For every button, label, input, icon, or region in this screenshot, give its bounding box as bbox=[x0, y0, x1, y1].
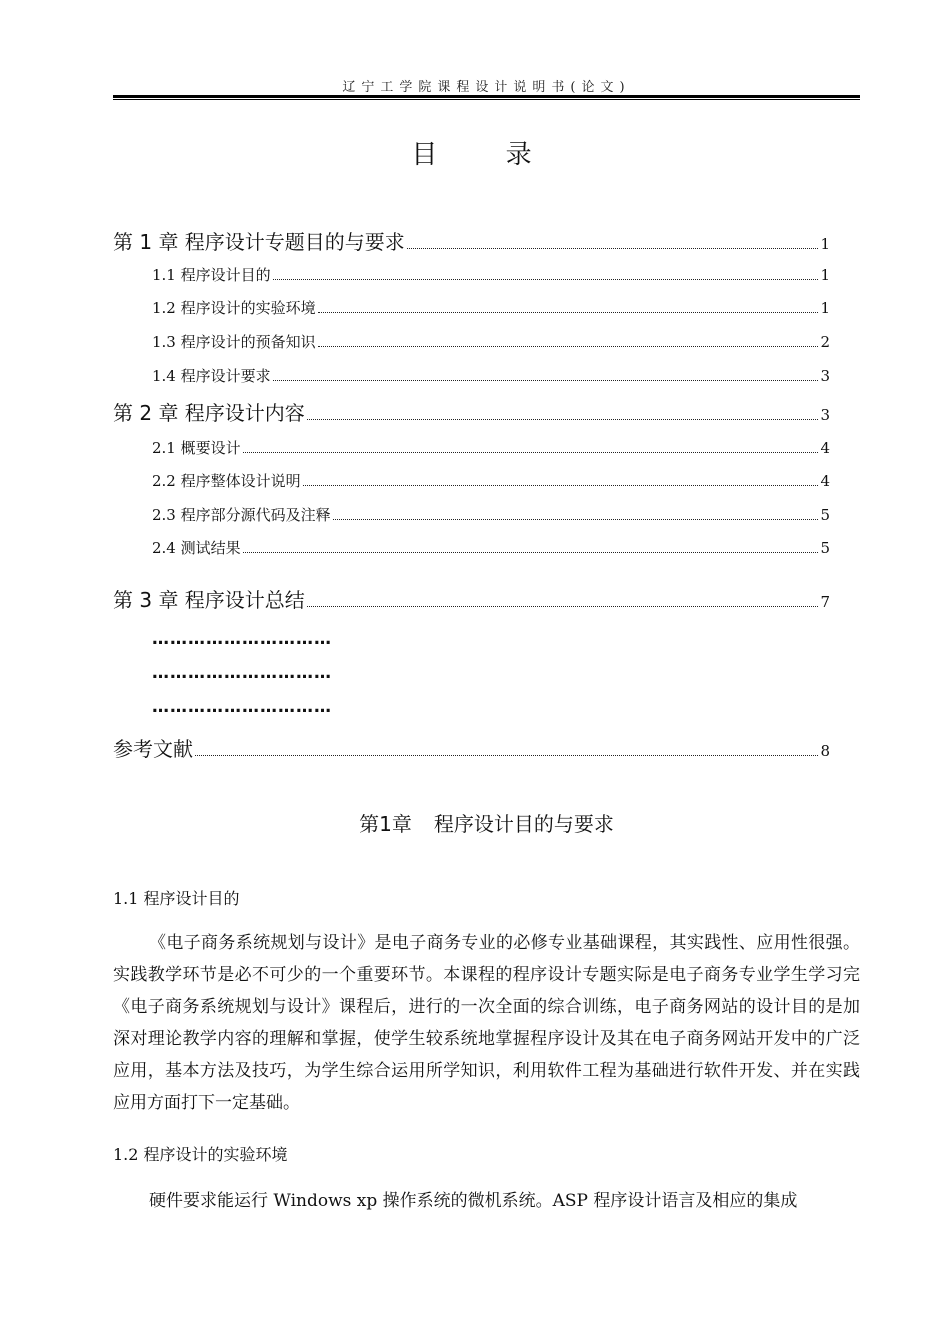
toc-leader-dots bbox=[243, 552, 819, 553]
chapter-number: 第1章 bbox=[359, 812, 412, 836]
toc-leader-dots bbox=[318, 312, 819, 313]
toc-leader-dots bbox=[318, 346, 819, 347]
toc-entry-section-1-2[interactable] bbox=[152, 297, 830, 318]
toc-leader-dots bbox=[273, 279, 819, 280]
toc-entry-label: 1.1 程序设计目的 bbox=[152, 266, 271, 284]
toc-entry-label: 第 1 章 程序设计专题目的与要求 bbox=[113, 230, 405, 254]
toc-entry-label: 1.4 程序设计要求 bbox=[152, 367, 271, 385]
toc-entry-page: 1 bbox=[820, 299, 830, 317]
toc-leader-dots bbox=[307, 419, 819, 420]
toc-leader-dots bbox=[243, 452, 819, 453]
toc-entry-page: 3 bbox=[820, 406, 830, 424]
toc-entry-label: 第 2 章 程序设计内容 bbox=[113, 401, 305, 425]
toc-entry-page: 1 bbox=[820, 266, 830, 284]
toc-entry-page: 3 bbox=[820, 367, 830, 385]
chapter-title: 程序设计目的与要求 bbox=[433, 812, 614, 836]
toc-entry-page: 2 bbox=[820, 333, 830, 351]
section-1-1-heading: 1.1 程序设计目的 bbox=[113, 889, 240, 908]
toc-entry-section-2-4[interactable] bbox=[152, 537, 830, 558]
toc-entry-section-1-1[interactable] bbox=[152, 264, 830, 285]
toc-entry-label: 参考文献 bbox=[113, 737, 193, 761]
toc-ellipsis-line: ………………………… bbox=[152, 663, 332, 683]
toc-entry-section-1-4[interactable] bbox=[152, 365, 830, 386]
toc-entry-label: 2.3 程序部分源代码及注释 bbox=[152, 506, 331, 524]
toc-entry-label: 1.3 程序设计的预备知识 bbox=[152, 333, 316, 351]
section-1-2-heading: 1.2 程序设计的实验环境 bbox=[113, 1145, 288, 1164]
toc-entry-label: 2.1 概要设计 bbox=[152, 439, 241, 457]
page-header-title: 辽宁工学院课程设计说明书(论文) bbox=[342, 80, 631, 95]
toc-entry-page: 7 bbox=[820, 593, 830, 611]
chapter-1-heading bbox=[113, 808, 860, 837]
toc-entry-section-2-1[interactable] bbox=[152, 437, 830, 458]
paragraph-1: 《电子商务系统规划与设计》是电子商务专业的必修专业基础课程，其实践性、应用性很强。实践教学环节是必不可少的一个重要环节。本课程的程序设计专题实际是电子商务专业学生学习完《电子商务系统规划与设计》课程后，进行的一次全面的综合训练，电子商务网站的设计目的是加深对理论教学内容的理解和掌握，使学生较系统地掌握程序设计及其在电子商务网站开发中的广泛应用，基本方法及技巧，为学生综合运用所学知识，利用软件工程为基础进行软件开发、并在实践应用方面打下一定基础。 bbox=[113, 933, 860, 1113]
header-rule-thick bbox=[113, 95, 860, 98]
toc-entry-label: 第 3 章 程序设计总结 bbox=[113, 588, 305, 612]
toc-entry-chapter-1[interactable] bbox=[113, 226, 830, 255]
toc-entry-chapter-2[interactable] bbox=[113, 397, 830, 426]
toc-entry-page: 4 bbox=[820, 439, 830, 457]
toc-leader-dots bbox=[333, 519, 819, 520]
toc-title: 目 录 bbox=[411, 140, 562, 170]
toc-entry-chapter-3[interactable] bbox=[113, 584, 830, 613]
toc-entry-label: 2.2 程序整体设计说明 bbox=[152, 472, 301, 490]
toc-entry-section-2-2[interactable] bbox=[152, 470, 830, 491]
header-rule-thin bbox=[113, 99, 860, 100]
toc-entry-label: 2.4 测试结果 bbox=[152, 539, 241, 557]
toc-entry-references[interactable] bbox=[113, 733, 830, 762]
toc-leader-dots bbox=[303, 485, 819, 486]
toc-leader-dots bbox=[307, 606, 819, 607]
toc-leader-dots bbox=[407, 248, 819, 249]
toc-entry-page: 1 bbox=[820, 235, 830, 253]
toc-entry-section-2-3[interactable] bbox=[152, 504, 830, 525]
toc-entry-page: 8 bbox=[820, 742, 830, 760]
toc-entry-page: 4 bbox=[820, 472, 830, 490]
toc-entry-page: 5 bbox=[820, 539, 830, 557]
toc-entry-section-1-3[interactable] bbox=[152, 331, 830, 352]
toc-entry-label: 1.2 程序设计的实验环境 bbox=[152, 299, 316, 317]
toc-ellipsis-line: ………………………… bbox=[152, 629, 332, 649]
paragraph-2: 硬件要求能运行 Windows xp 操作系统的微机系统。ASP 程序设计语言及相应的集成 bbox=[149, 1191, 798, 1211]
toc-leader-dots bbox=[273, 380, 819, 381]
toc-entry-page: 5 bbox=[820, 506, 830, 524]
toc-leader-dots bbox=[195, 755, 818, 756]
toc-ellipsis-line: ………………………… bbox=[152, 697, 332, 717]
